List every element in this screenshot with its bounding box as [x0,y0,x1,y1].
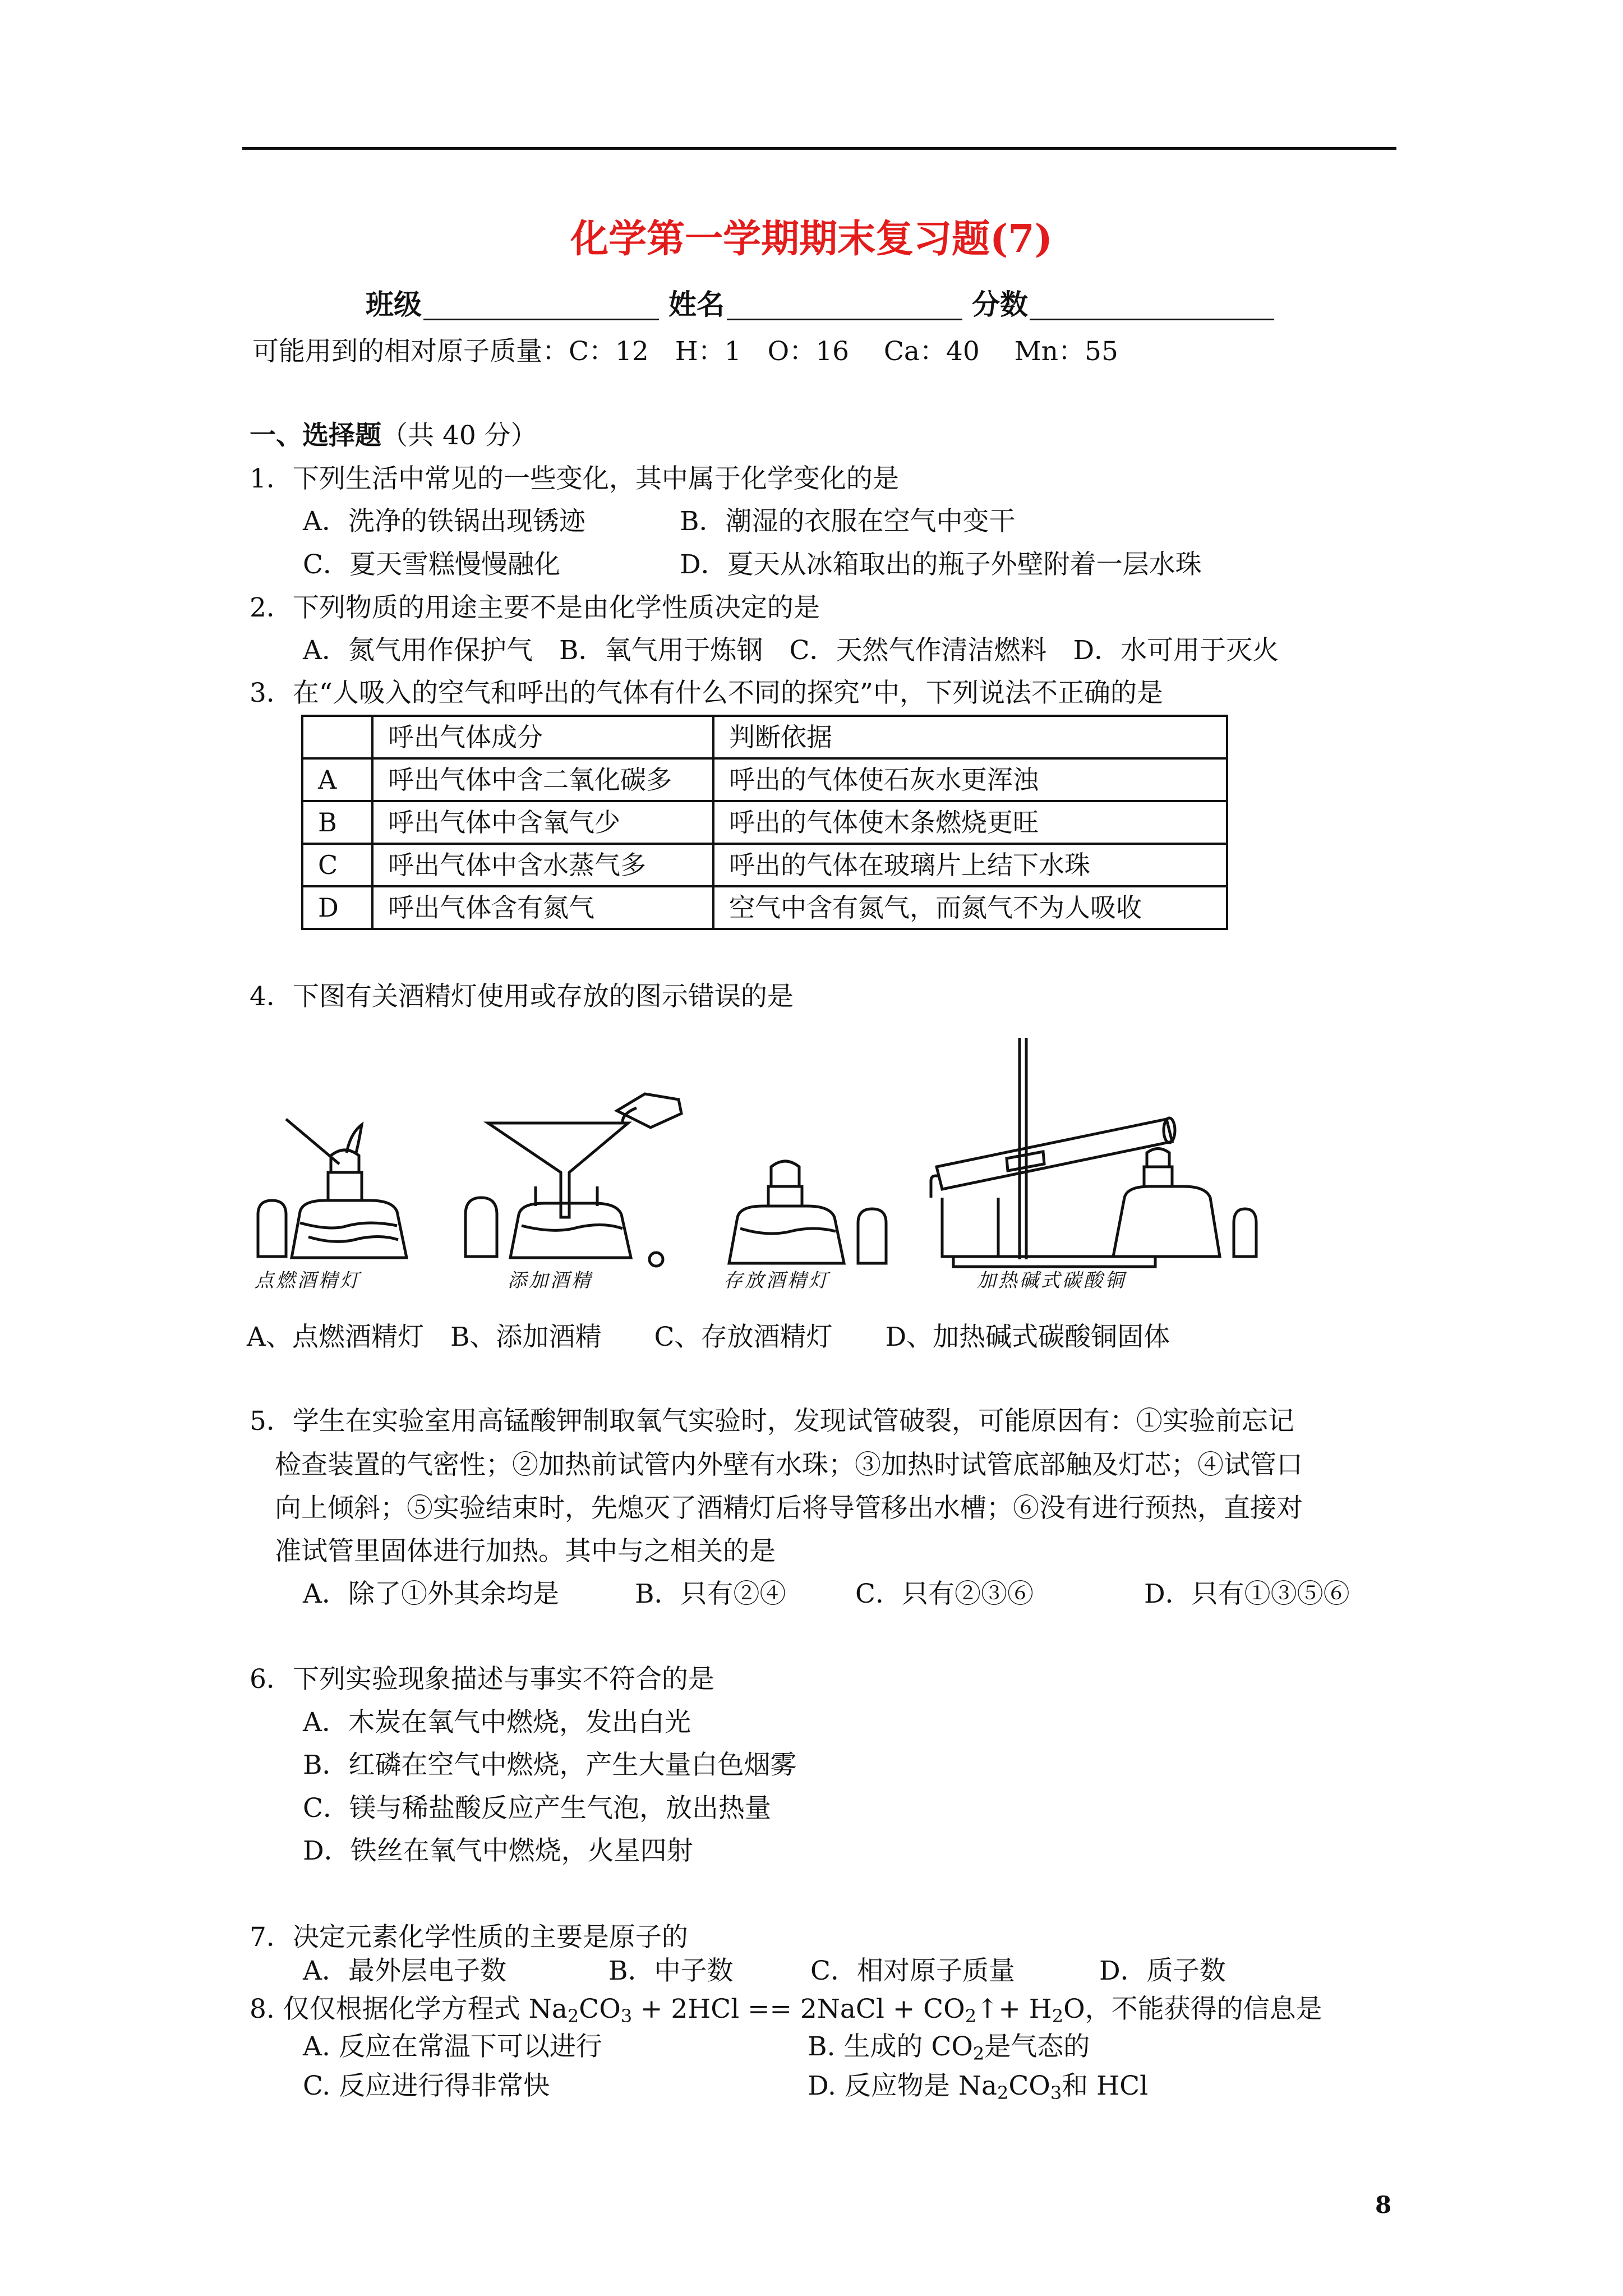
table-row [302,801,1227,844]
q8-stem-text: ↑+ H [976,1994,1052,2024]
q5-line3: 向上倾斜；⑤实验结束时，先熄灭了酒精灯后将导管移出水槽；⑥没有进行预热，直接对 [275,1493,1303,1524]
score-field[interactable] [1030,295,1274,320]
section-points: （共 40 分） [381,420,537,451]
q8-option-b-text: B. 生成的 CO [808,2031,973,2062]
q7-option-b[interactable]: B．中子数 [608,1955,734,1986]
q3-table [301,715,1228,930]
section-name: 一、选择题 [250,420,381,451]
class-label: 班级 [366,288,422,321]
q6-option-d[interactable]: D．铁丝在氧气中燃烧，火星四射 [303,1835,693,1866]
table-header-cell [302,716,372,758]
q8-option-d-text: 和 HCl [1062,2070,1149,2101]
q8-option-b-text: 是气态的 [984,2031,1090,2062]
table-header-cell: 呼出气体成分 [372,716,713,758]
subscript: 2 [972,2043,985,2064]
q7-option-a[interactable]: A．最外层电子数 [303,1955,506,1986]
header-rule [242,147,1396,150]
atomic-masses: 可能用到的相对原子质量：C：12 H：1 O：16 Ca：40 Mn：55 [252,336,1118,367]
q1-option-d[interactable]: D．夏天从冰箱取出的瓶子外壁附着一层水珠 [680,549,1202,580]
q1-stem: 1．下列生活中常见的一些变化，其中属于化学变化的是 [250,463,899,494]
q5-option-a[interactable]: A．除了①外其余均是 [303,1579,559,1609]
q8-stem-text: + 2HCl == 2NaCl + CO [632,1994,965,2024]
table-cell: 呼出气体中含二氧化碳多 [372,758,713,801]
subscript: 3 [1050,2082,1062,2104]
table-cell: 呼出气体含有氮气 [372,886,713,929]
q8-stem [250,1996,1322,2025]
table-cell: A [302,758,372,801]
table-cell: C [302,844,372,886]
table-header-row [302,716,1227,758]
subscript: 2 [1052,2005,1064,2027]
page-number: 8 [1375,2191,1392,2219]
q8-option-b[interactable] [808,2033,1090,2063]
q8-option-d[interactable] [808,2070,1149,2104]
table-header-cell: 判断依据 [713,716,1227,758]
caption-heating-copper: 加热碱式碳酸铜 [977,1269,1126,1292]
table-cell: 呼出气体中含水蒸气多 [372,844,713,886]
q5-line2: 检查装置的气密性；②加热前试管内外壁有水珠；③加热时试管底部触及灯芯；④试管口 [275,1450,1303,1480]
caption-storing-lamp: 存放酒精灯 [723,1269,830,1292]
heating-copper-figure [920,1029,1256,1299]
page-title: 化学第一学期期末复习题(7) [570,217,1053,261]
q3-stem: 3．在“人吸入的空气和呼出的气体有什么不同的探究”中，下列说法不正确的是 [250,678,1163,708]
q7-option-c[interactable]: C．相对原子质量 [810,1955,1015,1986]
score-label: 分数 [972,288,1028,321]
q4-stem: 4．下图有关酒精灯使用或存放的图示错误的是 [250,981,794,1012]
q7-stem: 7．决定元素化学性质的主要是原子的 [250,1922,688,1953]
table-cell: D [302,886,372,929]
section-title [250,422,537,449]
q6-stem: 6．下列实验现象描述与事实不符合的是 [250,1664,714,1695]
q1-option-a[interactable]: A．洗净的铁锅出现锈迹 [303,506,585,537]
q1-option-c[interactable]: C．夏天雪糕慢慢融化 [303,549,560,580]
q4-options[interactable]: A、点燃酒精灯 B、添加酒精 C、存放酒精灯 D、加热碱式碳酸铜固体 [247,1322,1170,1352]
q8-option-d-text: D. 反应物是 Na [808,2070,997,2101]
q2-options[interactable]: A．氮气用作保护气 B．氧气用于炼钢 C．天然气作清洁燃料 D．水可用于灭火 [303,635,1279,666]
q8-stem-text: O，不能获得的信息是 [1063,1994,1322,2024]
q5-option-c[interactable]: C．只有②③⑥ [855,1579,1034,1609]
subscript: 2 [965,2005,977,2027]
q2-stem: 2．下列物质的用途主要不是由化学性质决定的是 [250,592,820,623]
table-cell: B [302,801,372,844]
caption-adding-alcohol: 添加酒精 [508,1269,593,1292]
q8-stem-text: 8. 仅仅根据化学方程式 Na [250,1994,568,2024]
table-row [302,844,1227,886]
subscript: 3 [620,2005,633,2027]
q8-option-a[interactable]: A. 反应在常温下可以进行 [303,2031,602,2062]
table-row [302,758,1227,801]
class-field[interactable] [423,295,659,320]
q8-option-d-text: CO [1008,2070,1050,2101]
table-cell: 空气中含有氮气，而氮气不为人吸收 [713,886,1227,929]
q8-option-c[interactable]: C. 反应进行得非常快 [303,2070,550,2101]
table-cell: 呼出气体中含氧气少 [372,801,713,844]
q1-option-b[interactable]: B．潮湿的衣服在空气中变干 [680,506,1016,537]
q6-option-c[interactable]: C．镁与稀盐酸反应产生气泡，放出热量 [303,1793,771,1824]
q5-line1: 5．学生在实验室用高锰酸钾制取氧气实验时，发现试管破裂，可能原因有：①实验前忘记 [250,1406,1294,1437]
q5-line4: 准试管里固体进行加热。其中与之相关的是 [275,1536,776,1567]
table-cell: 呼出的气体在玻璃片上结下水珠 [713,844,1227,886]
table-cell: 呼出的气体使石灰水更浑浊 [713,758,1227,801]
name-field[interactable] [727,295,962,320]
caption-lighting-lamp: 点燃酒精灯 [255,1269,361,1292]
subscript: 2 [997,2082,1009,2104]
table-cell: 呼出的气体使木条燃烧更旺 [713,801,1227,844]
q5-option-b[interactable]: B．只有②④ [635,1579,786,1609]
q7-option-d[interactable]: D．质子数 [1099,1955,1226,1986]
q6-option-b[interactable]: B．红磷在空气中燃烧，产生大量白色烟雾 [303,1750,797,1780]
q5-option-d[interactable]: D．只有①③⑤⑥ [1144,1579,1350,1609]
q6-option-a[interactable]: A．木炭在氧气中燃烧，发出白光 [303,1707,691,1738]
name-label: 姓名 [668,288,725,321]
table-row [302,886,1227,929]
q8-stem-text: CO [579,1994,621,2024]
subscript: 2 [567,2005,579,2027]
